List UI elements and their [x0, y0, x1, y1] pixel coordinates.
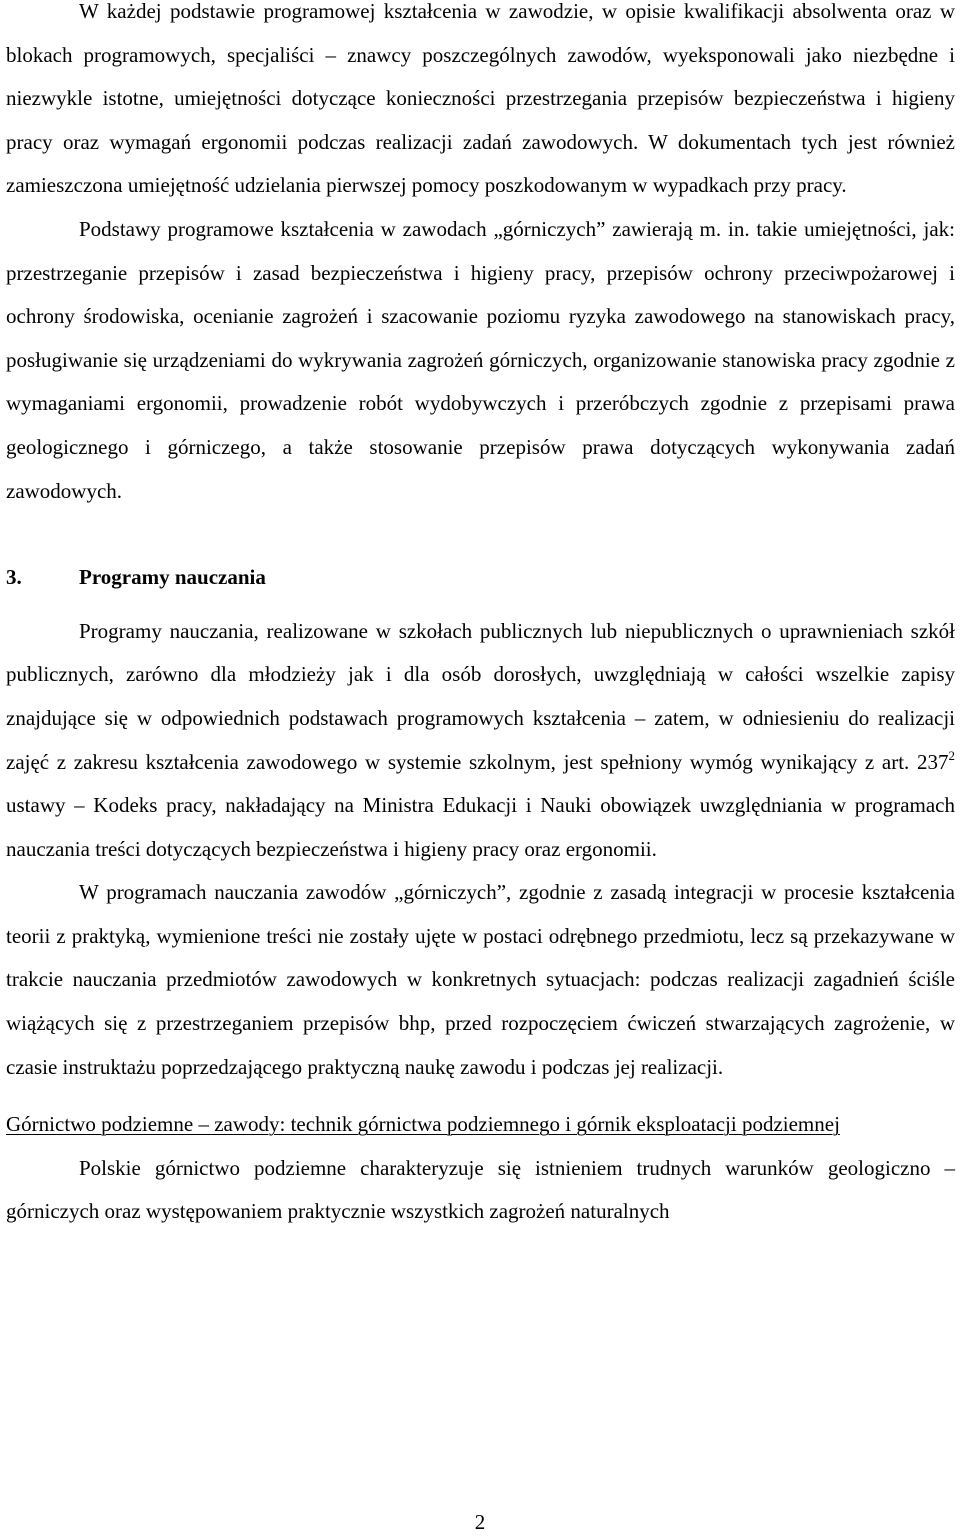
spacer: [6, 1089, 955, 1103]
section-heading: [6, 556, 955, 600]
paragraph-curricula-text-a: Programy nauczania, realizowane w szkołach publicznych lub niepublicznych o uprawnieniach szkół publicznych, zarówno dla młodzieży jak i dla osób dorosłych, uwzględniają w całości wszelkie zapisy znajdujące się w odpowiednich podstawach programowych kształcenia – zatem, w odniesieniu do realizacji zajęć z zakresu kształcenia zawodowego w systemie szkolnym, jest spełniony wymóg wynikający z art. 237: [6, 618, 955, 774]
paragraph-bhp-qualifications: W każdej podstawie programowej kształcenia w zawodzie, w opisie kwalifikacji absolwenta oraz w blokach programowych, specjaliści – znawcy poszczególnych zawodów, wyeksponowali jako niezbędne i niezwykle istotne, umiejętności dotyczące konieczności przestrzegania przepisów bezpieczeństwa i higieny pracy oraz wymagań ergonomii podczas realizacji zadań zawodowych. W dokumentach tych jest również zamieszczona umiejętność udzielania pierwszej pomocy poszkodowanym w wypadkach przy pracy.: [6, 0, 955, 198]
paragraph-mining-curricula: W programach nauczania zawodów „górniczych”, zgodnie z zasadą integracji w procesie kształcenia teorii z praktyką, wymienione treści nie zostały ujęte w postaci odrębnego przedmiotu, lecz są przekazywane w trakcie nauczania przedmiotów zawodowych w konkretnych sytuacjach: podczas realizacji zagadnień ściśle wiążących się z przestrzeganiem przepisów bhp, przed rozpoczęciem ćwiczeń stwarzających zagrożenie, w czasie instruktażu poprzedzającego praktyczną naukę zawodu i podczas jej realizacji.: [6, 880, 955, 1079]
spacer: [6, 600, 955, 610]
paragraph-curricula: [6, 610, 955, 872]
paragraph-underground-mining: Polskie górnictwo podziemne charakteryzuje się istnieniem trudnych warunków geologiczno – górniczych oraz występowaniem praktycznie wszystkich zagrożeń naturalnych: [6, 1155, 955, 1224]
article-superscript: 2: [948, 747, 955, 763]
document-page: [6, 0, 955, 1234]
paragraph-mining-skills: Podstawy programowe kształcenia w zawodach „górniczych” zawierają m. in. takie umiejętności, jak: przestrzeganie przepisów i zasad bezpieczeństwa i higieny pracy, przepisów ochrony przeciwpożarowej i ochrony środowiska, ocenianie zagrożeń i szacowanie poziomu ryzyka zawodowego na stanowiskach pracy, posługiwanie się urządzeniami do wykrywania zagrożeń górniczych, organizowanie stanowiska pracy zgodnie z wymaganiami ergonomii, prowadzenie robót wydobywczych i przeróbczych zgodnie z przepisami prawa geologicznego i górniczego, a także stosowanie przepisów prawa dotyczących wykonywania zadań zawodowych.: [6, 216, 955, 503]
page-number: 2: [474, 1510, 486, 1534]
section-number: 3.: [6, 565, 22, 590]
subsection-heading: [6, 1103, 955, 1147]
subsection-title: Górnictwo podziemne – zawody: technik górnictwa podziemnego i górnik eksploatacji podziemnej: [6, 1112, 840, 1137]
paragraph-curricula-text-b: ustawy – Kodeks pracy, nakładający na Ministra Edukacji i Nauki obowiązek uwzględniania w programach nauczania treści dotyczących bezpieczeństwa i higieny pracy oraz ergonomii.: [6, 793, 955, 861]
spacer: [6, 513, 955, 556]
section-title: Programy nauczania: [79, 565, 266, 590]
